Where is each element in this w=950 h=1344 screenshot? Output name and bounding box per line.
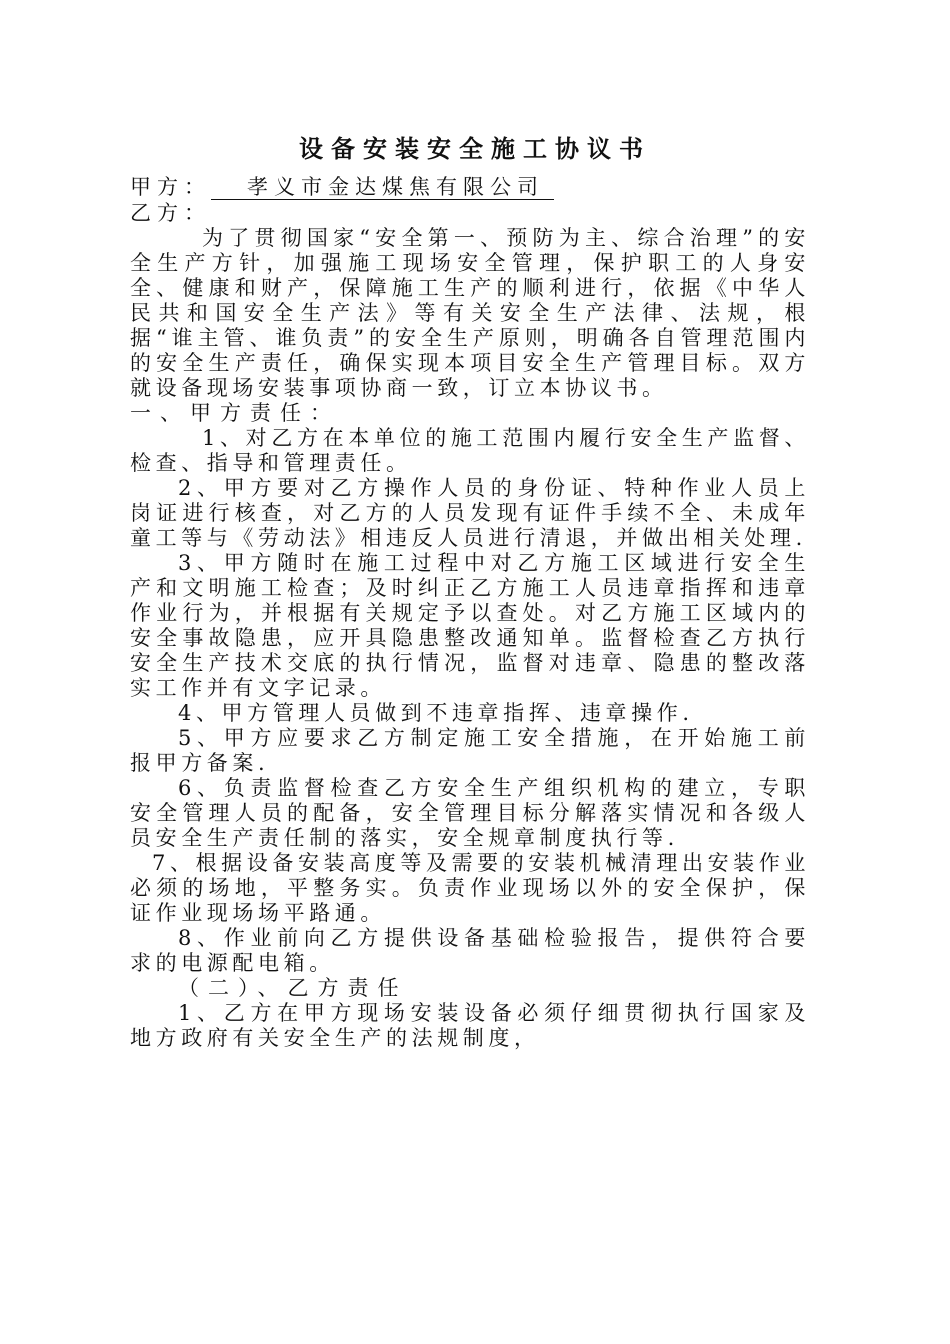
intro-paragraph: 为了贯彻国家“安全第一、预防为主、综合治理”的安全生产方针，加强施工现场安全管理，保护职工的人身安全、健康和财产，保障施工生产的顺利进行，依据《中华人民共和国安全生产法》等有关安全生产法律、法规，根据“谁主管、谁负责”的安全生产原则，明确各自管理范围内的安全生产责任，确保实现本项目安全生产管理目标。双方就设备现场安装事项协商一致，订立本协议书。 xyxy=(130,226,810,400)
section1-item: 6、负责监督检查乙方安全生产组织机构的建立，专职安全管理人员的配备，安全管理目标分解落实情况和各级人员安全生产责任制的落实，安全规章制度执行等. xyxy=(130,776,810,850)
section2-item: 1、乙方在甲方现场安装设备必须仔细贯彻执行国家及地方政府有关安全生产的法规制度， xyxy=(130,1001,810,1050)
party-a-line xyxy=(130,174,554,200)
section1-item: 7、根据设备安装高度等及需要的安装机械清理出安装作业必须的场地，平整务实。负责作业现场以外的安全保护，保证作业现场场平路通。 xyxy=(130,851,810,925)
section1-item: 8、作业前向乙方提供设备基础检验报告，提供符合要求的电源配电箱。 xyxy=(130,926,810,975)
section1-item: 5、甲方应要求乙方制定施工安全措施，在开始施工前报甲方备案. xyxy=(130,726,810,775)
party-b-line xyxy=(130,200,211,226)
party-b-label: 乙方： xyxy=(130,201,211,225)
section1-item: 3、甲方随时在施工过程中对乙方施工区域进行安全生产和文明施工检查；及时纠正乙方施工人员违章指挥和违章作业行为，并根据有关规定予以查处。对乙方施工区域内的安全事故隐患，应开具隐患整改通知单。监督检查乙方执行安全生产技术交底的执行情况，监督对违章、隐患的整改落实工作并有文字记录。 xyxy=(130,551,810,700)
section1-item: 2、甲方要对乙方操作人员的身份证、特种作业人员上岗证进行核查，对乙方的人员发现有证件手续不全、未成年童工等与《劳动法》相违反人员进行清退，并做出相关处理. xyxy=(130,476,810,550)
section1-heading: 一、甲方责任： xyxy=(130,401,340,425)
section1-item: 1、对乙方在本单位的施工范围内履行安全生产监督、检查、指导和管理责任。 xyxy=(130,426,810,475)
section1-item: 4、甲方管理人员做到不违章指挥、违章操作. xyxy=(178,701,694,725)
party-a-label: 甲方： xyxy=(130,175,211,199)
document-title: 设备安装安全施工协议书 xyxy=(299,134,651,163)
party-a-value: 孝义市金达煤焦有限公司 xyxy=(211,175,554,200)
section2-heading: （二）、乙方责任 xyxy=(178,976,408,1000)
agreement-body xyxy=(130,226,810,1051)
